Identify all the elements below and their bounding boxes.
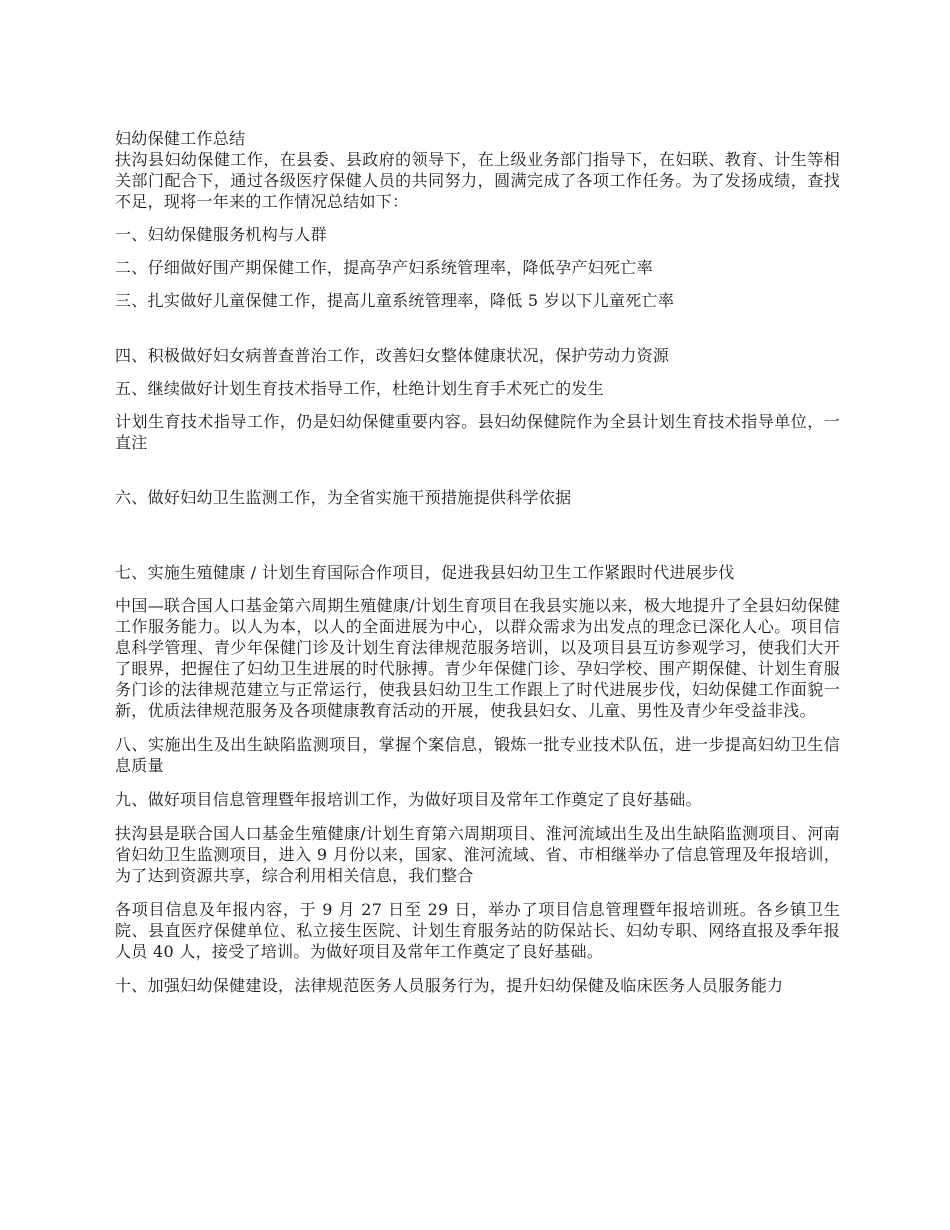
section-heading-2: 二、仔细做好围产期保健工作，提高孕产妇系统管理率，降低孕产妇死亡率 [115,258,653,277]
section-9-paragraph-2: 各项目信息及年报内容，于 9 月 27 日至 29 日，举办了项目信息管理暨年报培训班。各乡镇卫生院、县直医疗保健单位、私立接生医院、计划生育服务站的防保站长、妇幼专职、网络直报及季年报人员 40 人，接受了培训。为做好项目及常年工作奠定了良好基础。 [115,900,840,961]
section-7-paragraph: 中国—联合国人口基金第六周期生殖健康/计划生育项目在我县实施以来，极大地提升了全县妇幼保健工作服务能力。以人为本，以人的全面进展为中心，以群众需求为出发点的理念已深化人心。项目信息科学管理、青少年保健门诊及计划生育法律规范服务培训，以及项目县互访参观学习，使我们大开了眼界，把握住了妇幼卫生进展的时代脉搏。青少年保健门诊、孕妇学校、围产期保健、计划生育服务门诊的法律规范建立与正常运行，使我县妇幼卫生工作跟上了时代进展步伐，妇幼保健工作面貌一新，优质法律规范服务及各项健康教育活动的开展，使我县妇女、儿童、男性及青少年受益非浅。 [115,596,840,720]
intro-paragraph: 扶沟县妇幼保健工作，在县委、县政府的领导下，在上级业务部门指导下，在妇联、教育、计生等相关部门配合下，通过各级医疗保健人员的共同努力，圆满完成了各项工作任务。为了发扬成绩，查找不足，现将一年来的工作情况总结如下： [115,150,840,211]
document-body [115,128,840,996]
section-heading-3: 三、扎实做好儿童保健工作，提高儿童系统管理率，降低 5 岁以下儿童死亡率 [115,291,675,310]
section-heading-5: 五、继续做好计划生育技术指导工作，杜绝计划生育手术死亡的发生 [115,379,605,398]
section-heading-7: 七、实施生殖健康 / 计划生育国际合作项目，促进我县妇幼卫生工作紧跟时代进展步伐 [115,563,735,582]
document-title: 妇幼保健工作总结 [115,129,246,148]
section-heading-9: 九、做好项目信息管理暨年报培训工作，为做好项目及常年工作奠定了良好基础。 [115,790,702,809]
section-heading-4: 四、积极做好妇女病普查普治工作，改善妇女整体健康状况，保护劳动力资源 [115,346,670,365]
section-heading-6: 六、做好妇幼卫生监测工作，为全省实施干预措施提供科学依据 [115,488,572,507]
section-heading-10: 十、加强妇幼保健建设，法律规范医务人员服务行为，提升妇幼保健及临床医务人员服务能力 [115,976,784,995]
section-heading-8: 八、实施出生及出生缺陷监测项目，掌握个案信息，锻炼一批专业技术队伍，进一步提高妇幼卫生信息质量 [115,735,840,775]
section-5-paragraph: 计划生育技术指导工作，仍是妇幼保健重要内容。县妇幼保健院作为全县计划生育技术指导单位，一直注 [115,412,840,452]
section-9-paragraph-1: 扶沟县是联合国人口基金生殖健康/计划生育第六周期项目、淮河流域出生及出生缺陷监测项目、河南省妇幼卫生监测项目，进入 9 月份以来，国家、淮河流域、省、市相继举办了信息管理及年报培训，为了达到资源共享，综合利用相关信息，我们整合 [115,824,840,885]
section-heading-1: 一、妇幼保健服务机构与人群 [115,225,327,244]
